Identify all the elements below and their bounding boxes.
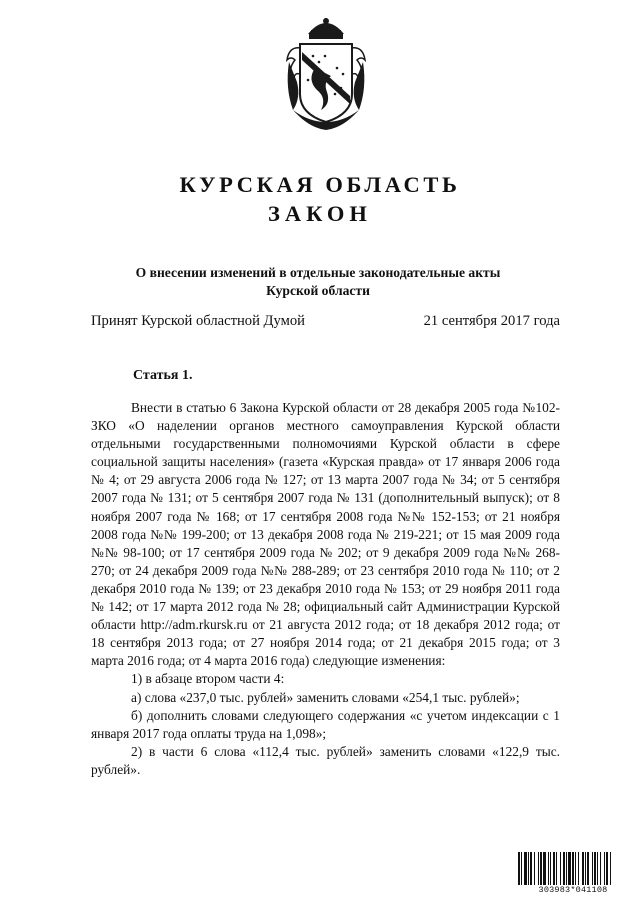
coat-of-arms-emblem [283, 18, 369, 132]
document-type-title: ЗАКОН [268, 201, 372, 226]
barcode-number: 303983*041108 [538, 885, 608, 895]
amendment-item: 2) в части 6 слова «112,4 тыс. рублей» заменить словами «122,9 тыс. рублей». [91, 743, 560, 777]
amendment-item: 1) в абзаце втором части 4: [131, 671, 285, 687]
document-barcode [518, 852, 628, 895]
adopted-by-text: Принят Курской областной Думой [91, 313, 305, 329]
article-body [91, 399, 560, 779]
amendment-item: а) слова «237,0 тыс. рублей» заменить словами «254,1 тыс. рублей»; [131, 689, 520, 705]
adoption-date: 21 сентября 2017 года [423, 313, 560, 329]
article-intro-paragraph: Внести в статью 6 Закона Курской области от 28 декабря 2005 года №102-ЗКО «О наделении органов местного самоуправления Курской области отдельными государственными полномочиями Курской области в сфере социальной защиты населения» (газета «Курская правда» от 17 января 2006 года № 4; от 29 августа 2006 года № 127; от 13 марта 2007 года № 34; от 5 сентября 2007 года № 131; от 5 сентября 2007 года № 131 (дополнительный выпуск); от 8 ноября 2007 года № 168; от 17 сентября 2008 года №№ 152-153; от 21 ноября 2008 года №№ 199-200; от 13 декабря 2008 года № 219-221; от 15 мая 2009 года №№ 98-100; от 17 сентября 2009 года № 202; от 9 декабря 2009 года №№ 268-270; от 24 декабря 2009 года №№ 288-289; от 23 сентября 2010 года № 110; от 2 декабря 2010 года № 139; от 23 декабря 2010 года № 153; от 29 ноября 2011 года № 142; от 17 марта 2012 года № 28; официальный сайт Администрации Курской области http://adm.rkursk.ru от 21 августа 2012 года; от 18 декабря 2012 года; от 18 сентября 2013 года; от 27 ноября 2014 года; от 21 декабря 2015 года; от 3 марта 2016 года; от 4 марта 2016 года) следующие изменения: [91, 400, 560, 669]
region-title: КУРСКАЯ ОБЛАСТЬ [179, 172, 461, 197]
amendment-item: б) дополнить словами следующего содержания «с учетом индексации с 1 января 2017 года оплаты труда на 1,098»; [91, 707, 560, 741]
law-subject-title: О внесении изменений в отдельные законодательные акты Курской области [135, 265, 501, 298]
article-heading: Статья 1. [133, 368, 193, 383]
adoption-line [91, 313, 560, 330]
barcode-bars [518, 852, 628, 885]
